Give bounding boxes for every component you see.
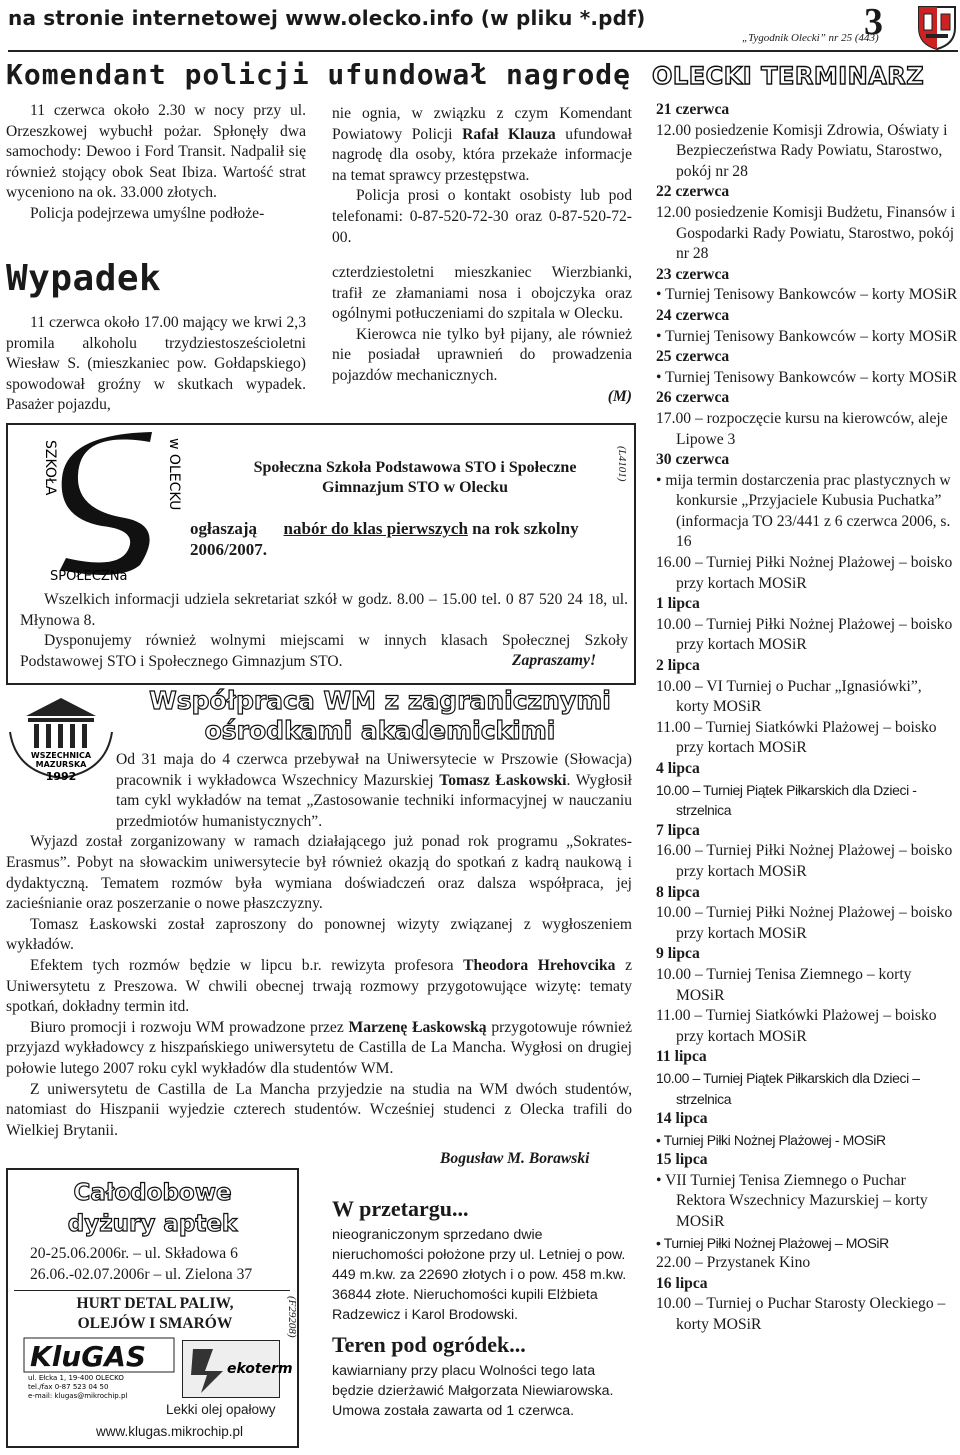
wm-author: Bogusław M. Borawski	[440, 1150, 590, 1167]
paragraph: 11 czerwca około 17.00 mający we krwi 2,3 promila alkoholu trzydziestosześcioletni Wiesław S. (mieszkaniec pow. Gołdapskiego) spowodował groźny w skutkach wypadek. Pasażer pojazdu,	[6, 314, 306, 414]
terminarz-event: 11.00 – Turniej Siatkówki Plażowej – boisko przy kortach MOSiR	[656, 1007, 937, 1045]
terminarz-event: • Turniej Tenisowy Bankowców – korty MOSiR	[656, 368, 958, 386]
paragraph-text: Od 31 maja do 4 czerwca przebywał na Uniwersytecie w Prszowie (Słowacja) pracownik i wykładowca Wszechnicy Mazurskiej	[116, 751, 632, 789]
article-title-komendant: Komendant policji ufundował nagrodę	[6, 58, 632, 91]
article-wypadek-col2	[332, 263, 632, 407]
person-name: Rafał Klauza	[462, 125, 556, 143]
paragraph: Z uniwersytetu de Castilla de La Mancha przyjedzie na studia na WM dwóch studentów, natomiast do Hiszpanii wyjedzie czterech studentów. Wcześniej studenci z Olecka trafili do Wielkiej Brytanii.	[6, 1080, 632, 1139]
article-signature: (M)	[607, 387, 632, 405]
ad-code: (L4101)	[616, 446, 628, 482]
paragraph: Tomasz Łaskowski został zaproszony do ponownej wizyty związanej z wygłoszeniem wykładów.	[6, 915, 632, 954]
terminarz-event: 10.00 – Turniej Piątek Piłkarskich dla Dzieci - strzelnica	[656, 781, 917, 819]
terminarz-date: 16 lipca	[656, 1274, 708, 1292]
paragraph-text: z Uniwersytetu z Preszowa. W chwili obecnej trwają rozmowy przygotowujące wizytę: tematy spotkań, dokładny termin itd.	[6, 956, 632, 1016]
terminarz-date: 7 lipca	[656, 821, 700, 839]
terminarz-date: 4 lipca	[656, 760, 700, 777]
ogrodek-title: Teren pod ogródek...	[332, 1332, 526, 1357]
logo-text: SPOŁECZNa	[50, 569, 128, 584]
coat-of-arms-icon	[916, 4, 958, 50]
pharmacy-title-line: dyżury aptek	[67, 1211, 238, 1237]
terminarz-event: 16.00 – Turniej Piłki Nożnej Plażowej – boisko przy kortach MOSiR	[656, 554, 953, 592]
terminarz-date: 25 czerwca	[656, 348, 730, 366]
paragraph: 11 czerwca około 2.30 w nocy przy ul. Orzeszkowej wybuchł pożar. Spłonęły dwa samochody: Dewoo i Ford Transit. Nadpalił się również stojący obok Seat Ibiza. Wartość strat wyceniono na ok. 33.000 złotych.	[6, 102, 306, 202]
terminarz-event: • Turniej Piłki Nożnej Plażowej – MOSiR	[656, 1234, 889, 1251]
terminarz-date: 30 czerwca	[656, 451, 730, 469]
terminarz-event: 17.00 – rozpoczęcie kursu na kierowców, aleje Lipowe 3	[656, 409, 948, 448]
paragraph	[332, 104, 632, 186]
address-text: tel./fax 0-87 523 04 50	[28, 1383, 109, 1391]
announce-link[interactable]: nabór do klas pierwszych	[283, 519, 468, 538]
terminarz-date: 8 lipca	[656, 883, 700, 901]
header-rule	[8, 50, 958, 52]
terminarz-date: 1 lipca	[656, 595, 700, 613]
pharmacy-list	[30, 1243, 252, 1285]
terminarz-event: • Turniej Piłki Nożnej Plażowej - MOSiR	[656, 1131, 886, 1148]
header-title: na stronie internetowej www.olecko.info (w pliku *.pdf)	[8, 6, 646, 30]
paragraph-text: ufundował nagrodę dla osoby, która przekaże informacje na temat sprawcy przestępstwa.	[332, 125, 632, 184]
person-name: Theodora Hrehovcika	[463, 956, 616, 974]
logo-year: 1992	[45, 770, 77, 783]
pharmacy-title	[6, 1178, 299, 1240]
terminarz-event: • VII Turniej Tenisa Ziemnego o Puchar Rektora Wszechnicy Mazurskiej – korty MOSiR	[656, 1171, 928, 1231]
terminarz-list	[656, 100, 958, 1336]
przetarg-text: nieograniczonym sprzedano dwie nieruchomości położone przy ul. Letniej o pow. 449 m.kw. za 22690 złotych i o pow. 458 m.kw. 36844 złote. Nieruchomości kupili Elżbieta Radzewicz i Karol Brodowski.	[332, 1227, 627, 1323]
article-komendant-col2	[332, 104, 632, 248]
school-logo	[40, 430, 200, 585]
paragraph-text: Efektem tych rozmów będzie w lipcu b.r. rewizyta profesora	[30, 956, 464, 974]
paper-name: „Tygodnik Olecki” nr 25 (443)	[742, 32, 879, 44]
wm-body	[6, 750, 632, 1141]
paragraph	[6, 750, 632, 832]
article-wypadek-col1	[6, 313, 306, 416]
paragraph	[6, 956, 632, 1018]
paragraph-text: przygotowuje również przyjazd wykładowcy z hiszpańskiego uniwersytetu de Castilla de La Mancha. Wygłosi on drugiej połowie lutego 2007 roku cykl wykładów dla studentów WM.	[6, 1018, 632, 1077]
paragraph: Wszelkich informacji udziela sekretariat szkół w godz. 8.00 – 15.00 tel. 0 87 520 24 18, ul. Młynowa 8.	[20, 591, 628, 629]
school-announcement	[190, 518, 610, 560]
pharmacy-entry: 26.06.-02.07.2006r – ul. Zielona 37	[30, 1266, 253, 1283]
address-text: ul. Ełcka 1, 19-400 OLECKO	[28, 1374, 124, 1382]
terminarz-event: 12.00 posiedzenie Komisji Budżetu, Finansów i Gospodarki Rady Powiatu, Starostwo, pokój nr 28	[656, 203, 956, 263]
person-name: Marzenę Łaskowską	[348, 1018, 487, 1036]
brand-text: ekoterm	[227, 1361, 293, 1377]
paragraph: Dysponujemy również wolnymi miejscami w innych klasach Społecznej Szkoły Podstawowej STO i Społecznego Gimnazjum STO.	[20, 632, 628, 670]
paragraph: Policja podejrzewa umyślne podłoże-	[30, 204, 265, 222]
paragraph: czterdziestoletni mieszkaniec Wierzbianki, trafił ze złamaniami nosa i obojczyka oraz ogólnymi potłuczeniami do szpitala w Olecku.	[332, 264, 632, 323]
terminarz-date: 2 lipca	[656, 657, 700, 675]
wm-title	[120, 686, 640, 746]
paragraph-text: Biuro promocji i rozwoju WM prowadzone przez	[30, 1018, 349, 1036]
announce-rest: na rok szkolny 2006/2007.	[190, 519, 579, 559]
terminarz-date: 11 lipca	[656, 1048, 707, 1066]
terminarz-event: 10.00 – VI Turniej o Puchar „Ignasiówki”, korty MOSiR	[656, 677, 922, 716]
przetarg-title: W przetargu...	[332, 1196, 469, 1221]
terminarz-event: 10.00 – Turniej Piłki Nożnej Plażowej – boisko przy kortach MOSiR	[656, 615, 953, 654]
logo-text: SZKOŁA	[42, 440, 58, 496]
logo-text: WSZECHNICA	[30, 751, 92, 760]
terminarz-event: • Turniej Tenisowy Bankowców – korty MOSiR	[656, 327, 958, 345]
paragraph: Wyjazd został zorganizowany w ramach działającego już ponad rok programu „Sokrates-Erasmus”. Pobyt na słowackim uniwersytecie był również okazją do spotkań z kadrą naukową i dydaktyczną. Tematem rozmów była wymiana doświadczeń oraz dalsza współpraca, jej zacieśnianie oraz poszerzanie o nowe płaszczyzny.	[6, 833, 632, 913]
terminarz-event: 10.00 – Turniej o Puchar Starosty Oleckiego – korty MOSiR	[656, 1295, 946, 1334]
terminarz-event: 10.00 – Turniej Piłki Nożnej Plażowej – boisko przy kortach MOSiR	[656, 904, 953, 942]
klugas-logo	[24, 1338, 174, 1400]
klugas-website[interactable]: www.klugas.mikrochip.pl	[96, 1424, 244, 1439]
logo-text: w OLECKU	[166, 438, 182, 511]
brand-text: KluGAS	[30, 1340, 147, 1373]
article-komendant-col1	[6, 101, 306, 225]
paragraph	[6, 1018, 632, 1080]
terminarz-event: 22.00 – Przystanek Kino	[656, 1254, 811, 1272]
logo-text: MAZURSKA	[35, 760, 87, 769]
article-title-wypadek: Wypadek	[6, 258, 162, 299]
klugas-headline-line: OLEJÓW I SMARÓW	[77, 1315, 233, 1332]
terminarz-event: 16.00 – Turniej Piłki Nożnej Plażowej – boisko przy kortach MOSiR	[656, 842, 953, 880]
paragraph: Kierowca nie tylko był pijany, ale również nie posiadał uprawnień do prowadzenia pojazdów mechanicznych.	[332, 325, 632, 384]
terminarz-date: 26 czerwca	[656, 389, 730, 407]
address-text: e-mail: klugas@mikrochip.pl	[28, 1392, 128, 1400]
page-number: 3	[864, 1, 883, 43]
ekoterm-logo	[182, 1340, 293, 1398]
paragraph-text: nie ognia, w związku z czym Komendant Powiatowy Policji	[332, 105, 632, 143]
ogrodek-text: kawiarniany przy placu Wolności tego lata będzie dzierżawić Małgorzata Niewiarowska. Umowa została zawarta od 1 czerwca.	[332, 1363, 614, 1419]
wm-title-line: Współpraca WM z zagranicznymi	[149, 686, 611, 715]
terminarz-date: 24 czerwca	[656, 306, 730, 324]
klugas-headline	[40, 1294, 270, 1334]
person-name: Tomasz Łaskowski	[439, 771, 567, 789]
announce-verb: ogłaszają	[190, 519, 258, 538]
terminarz-date: 22 czerwca	[656, 183, 730, 201]
ad-code: (F29208)	[286, 1296, 298, 1338]
terminarz-title: OLECKI TERMINARZ	[652, 62, 925, 90]
terminarz-date: 9 lipca	[656, 945, 700, 963]
terminarz-date: 23 czerwca	[656, 265, 730, 283]
terminarz-event: 11.00 – Turniej Siatkówki Plażowej – boisko przy kortach MOSiR	[656, 718, 937, 757]
terminarz-date: 15 lipca	[656, 1151, 708, 1169]
wm-title-line: ośrodkami akademickimi	[204, 716, 556, 745]
terminarz-date: 14 lipca	[656, 1110, 708, 1128]
school-invite: Zapraszamy!	[512, 652, 597, 669]
paragraph-text: . Wygłosił tam cykl wykładów na temat „Zastosowanie techniki informacyjnej w nauczaniu przedmiotów humanistycznych”.	[116, 771, 632, 830]
terminarz-event: 12.00 posiedzenie Komisji Zdrowia, Oświaty i Bezpieczeństwa Rady Powiatu, Starostwo, pokój nr 28	[656, 121, 948, 180]
klugas-headline-line: HURT DETAL PALIW,	[76, 1295, 234, 1312]
pharmacy-title-line: Całodobowe	[73, 1180, 232, 1206]
school-name: Społeczna Szkoła Podstawowa STO i Społeczne Gimnazjum STO w Olecku	[253, 459, 577, 496]
terminarz-event: • mija termin dostarczenia prac plastycznych w konkursie „Przyjaciele Kubusia Puchatka” (informacja TO 23/441 z 6 czerwca 2006, s. 16	[656, 471, 951, 551]
klugas-extra: Lekki olej opałowy	[166, 1402, 276, 1417]
terminarz-event: 10.00 – Turniej Tenisa Ziemnego – korty MOSiR	[656, 965, 912, 1004]
terminarz-date: 21 czerwca	[656, 101, 730, 118]
paragraph: Policja prosi o kontakt osobisty lub pod telefonami: 0-87-520-72-30 oraz 0-87-520-72-00.	[332, 187, 632, 246]
terminarz-event: • Turniej Tenisowy Bankowców – korty MOSiR	[656, 286, 958, 304]
pharmacy-entry: 20-25.06.2006r. – ul. Składowa 6	[30, 1245, 238, 1262]
terminarz-event: 10.00 – Turniej Piątek Piłkarskich dla Dzieci – strzelnica	[656, 1069, 920, 1107]
